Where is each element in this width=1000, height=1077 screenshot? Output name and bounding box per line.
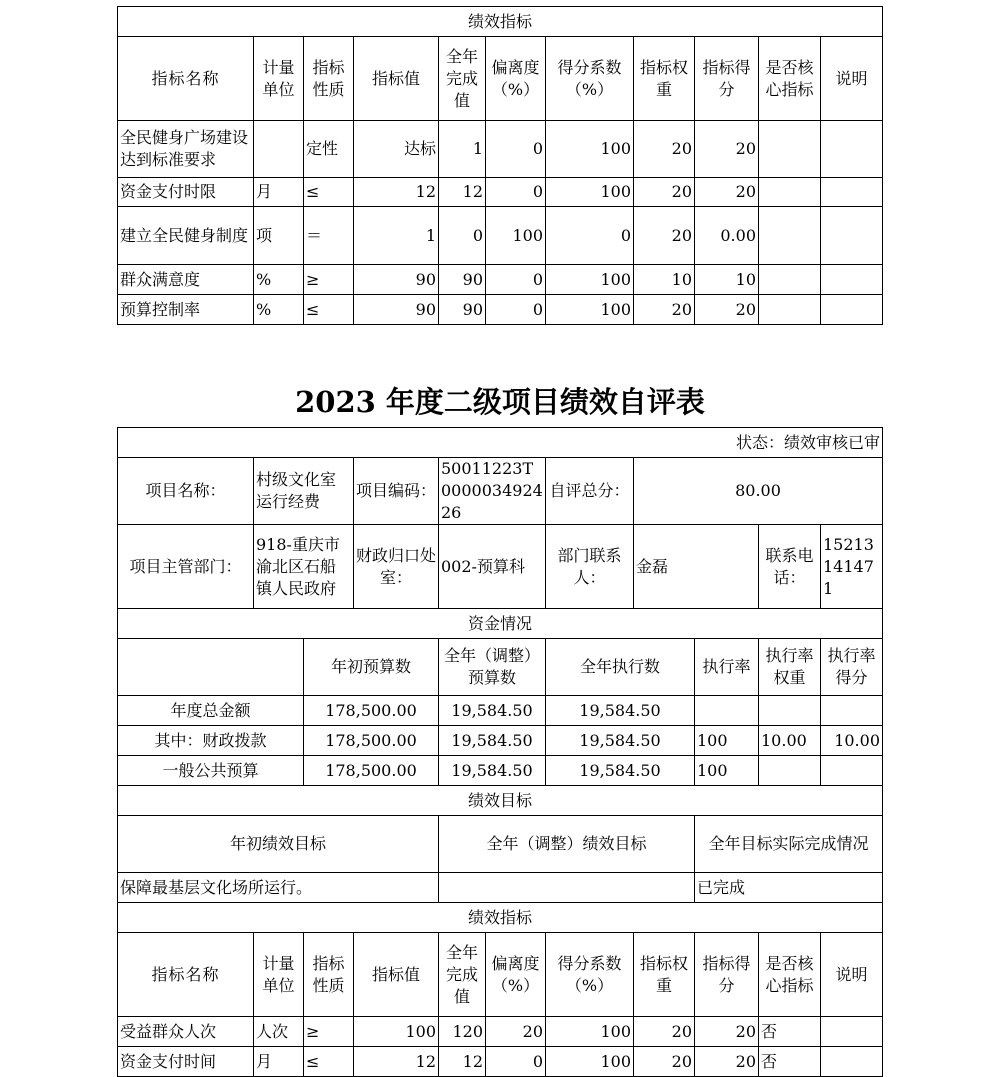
core-flag: 否 bbox=[759, 1017, 821, 1047]
deviation: 20 bbox=[486, 1017, 546, 1047]
header-cell: 指标得分 bbox=[695, 933, 759, 1017]
header-cell: 偏离度（%） bbox=[486, 933, 546, 1017]
header-cell: 指标名称 bbox=[118, 37, 254, 121]
goal-completion: 已完成 bbox=[695, 873, 883, 903]
header-cell: 全年（调整）绩效目标 bbox=[439, 816, 695, 873]
top-indicator-table bbox=[117, 6, 883, 325]
header-cell: 指标性质 bbox=[304, 37, 354, 121]
header-cell: 计量单位 bbox=[254, 933, 304, 1017]
project-dept-row bbox=[118, 525, 883, 609]
core-flag bbox=[759, 265, 821, 295]
table-row bbox=[118, 1017, 883, 1047]
phone-label: 联系电话： bbox=[759, 525, 821, 609]
score-coefficient: 100 bbox=[546, 1017, 634, 1047]
rate-score bbox=[821, 756, 883, 786]
weight: 20 bbox=[634, 207, 695, 265]
core-flag bbox=[759, 207, 821, 265]
weight: 20 bbox=[634, 178, 695, 207]
initial-budget: 178,500.00 bbox=[304, 756, 439, 786]
initial-goal: 保障最基层文化场所运行。 bbox=[118, 873, 439, 903]
nature: ≤ bbox=[304, 295, 354, 325]
target-value: 1 bbox=[354, 207, 439, 265]
core-flag bbox=[759, 178, 821, 207]
indicator-name: 建立全民健身制度 bbox=[118, 207, 254, 265]
header-cell: 年初绩效目标 bbox=[118, 816, 439, 873]
funds-header-row bbox=[118, 639, 883, 696]
table-row bbox=[118, 121, 883, 178]
score: 20 bbox=[695, 1047, 759, 1077]
score-coefficient: 100 bbox=[546, 178, 634, 207]
core-flag bbox=[759, 295, 821, 325]
header-cell: 全年执行数 bbox=[546, 639, 695, 696]
actual-value: 0 bbox=[439, 207, 486, 265]
weight: 20 bbox=[634, 295, 695, 325]
weight: 20 bbox=[634, 1017, 695, 1047]
header-cell: 指标名称 bbox=[118, 933, 254, 1017]
nature: ≤ bbox=[304, 1047, 354, 1077]
target-value: 90 bbox=[354, 295, 439, 325]
table-row bbox=[118, 178, 883, 207]
fund-label: 一般公共预算 bbox=[118, 756, 304, 786]
target-value: 12 bbox=[354, 1047, 439, 1077]
indicator-name: 全民健身广场建设达到标准要求 bbox=[118, 121, 254, 178]
actual-value: 12 bbox=[439, 1047, 486, 1077]
deviation: 0 bbox=[486, 178, 546, 207]
header-cell: 说明 bbox=[821, 933, 883, 1017]
header-cell: 全年完成值 bbox=[439, 933, 486, 1017]
finance-label: 财政归口处室： bbox=[354, 525, 439, 609]
indicator-name: 受益群众人次 bbox=[118, 1017, 254, 1047]
header-cell: 执行率得分 bbox=[821, 639, 883, 696]
header-cell: 指标得分 bbox=[695, 37, 759, 121]
deviation: 0 bbox=[486, 1047, 546, 1077]
nature: ＝ bbox=[304, 207, 354, 265]
header-cell: 偏离度（%） bbox=[486, 37, 546, 121]
note bbox=[821, 178, 883, 207]
project-name-value: 村级文化室运行经费 bbox=[254, 458, 354, 525]
status-text: 状态：绩效审核已审 bbox=[118, 428, 883, 458]
header-cell: 指标值 bbox=[354, 37, 439, 121]
nature: ≥ bbox=[304, 1017, 354, 1047]
table-row bbox=[118, 295, 883, 325]
header-cell: 执行率 bbox=[695, 639, 759, 696]
actual-value: 90 bbox=[439, 295, 486, 325]
score-coefficient: 100 bbox=[546, 121, 634, 178]
funds-section-title: 资金情况 bbox=[118, 609, 883, 639]
rate-weight bbox=[759, 756, 821, 786]
adjusted-goal bbox=[439, 873, 695, 903]
header-cell: 全年目标实际完成情况 bbox=[695, 816, 883, 873]
adjusted-budget: 19,584.50 bbox=[439, 726, 546, 756]
header-cell: 指标值 bbox=[354, 933, 439, 1017]
header-cell: 得分系数（%） bbox=[546, 933, 634, 1017]
rate-score: 10.00 bbox=[821, 726, 883, 756]
table-row bbox=[118, 696, 883, 726]
deviation: 100 bbox=[486, 207, 546, 265]
header-cell: 是否核心指标 bbox=[759, 37, 821, 121]
adjusted-budget: 19,584.50 bbox=[439, 756, 546, 786]
unit: % bbox=[254, 265, 304, 295]
indicator-name: 资金支付时间 bbox=[118, 1047, 254, 1077]
initial-budget: 178,500.00 bbox=[304, 726, 439, 756]
rate-score bbox=[821, 696, 883, 726]
weight: 10 bbox=[634, 265, 695, 295]
score-coefficient: 100 bbox=[546, 265, 634, 295]
score: 10 bbox=[695, 265, 759, 295]
dept-label: 项目主管部门： bbox=[118, 525, 254, 609]
indicator-name: 预算控制率 bbox=[118, 295, 254, 325]
header-cell: 指标权重 bbox=[634, 37, 695, 121]
rate-weight bbox=[759, 696, 821, 726]
contact-value: 金磊 bbox=[634, 525, 759, 609]
unit: 月 bbox=[254, 178, 304, 207]
execution-rate bbox=[695, 696, 759, 726]
unit: 项 bbox=[254, 207, 304, 265]
indicators-section-title: 绩效指标 bbox=[118, 903, 883, 933]
execution-rate: 100 bbox=[695, 726, 759, 756]
report-title: 2023 年度二级项目绩效自评表 bbox=[295, 385, 705, 419]
finance-value: 002-预算科 bbox=[439, 525, 546, 609]
header-cell bbox=[118, 639, 304, 696]
header-cell: 全年完成值 bbox=[439, 37, 486, 121]
weight: 20 bbox=[634, 1047, 695, 1077]
adjusted-budget: 19,584.50 bbox=[439, 696, 546, 726]
score-coefficient: 100 bbox=[546, 295, 634, 325]
note bbox=[821, 265, 883, 295]
target-value: 90 bbox=[354, 265, 439, 295]
self-evaluation-table bbox=[117, 427, 883, 1077]
note bbox=[821, 1047, 883, 1077]
header-cell: 全年（调整）预算数 bbox=[439, 639, 546, 696]
executed-amount: 19,584.50 bbox=[546, 756, 695, 786]
note bbox=[821, 295, 883, 325]
fund-label: 年度总金额 bbox=[118, 696, 304, 726]
note bbox=[821, 207, 883, 265]
executed-amount: 19,584.50 bbox=[546, 726, 695, 756]
unit: 月 bbox=[254, 1047, 304, 1077]
unit: 人次 bbox=[254, 1017, 304, 1047]
header-cell: 是否核心指标 bbox=[759, 933, 821, 1017]
score: 0.00 bbox=[695, 207, 759, 265]
score-coefficient: 100 bbox=[546, 1047, 634, 1077]
header-cell: 执行率权重 bbox=[759, 639, 821, 696]
deviation: 0 bbox=[486, 295, 546, 325]
nature: ≥ bbox=[304, 265, 354, 295]
header-cell: 计量单位 bbox=[254, 37, 304, 121]
indicators-header-row bbox=[118, 933, 883, 1017]
indicator-name: 资金支付时限 bbox=[118, 178, 254, 207]
score: 20 bbox=[695, 178, 759, 207]
actual-value: 120 bbox=[439, 1017, 486, 1047]
project-code-label: 项目编码： bbox=[354, 458, 439, 525]
target-value: 12 bbox=[354, 178, 439, 207]
unit bbox=[254, 121, 304, 178]
initial-budget: 178,500.00 bbox=[304, 696, 439, 726]
table-row bbox=[118, 265, 883, 295]
table-row bbox=[118, 756, 883, 786]
nature: ≤ bbox=[304, 178, 354, 207]
indicator-name: 群众满意度 bbox=[118, 265, 254, 295]
score: 20 bbox=[695, 295, 759, 325]
score: 20 bbox=[695, 1017, 759, 1047]
executed-amount: 19,584.50 bbox=[546, 696, 695, 726]
self-score-value: 80.00 bbox=[634, 458, 883, 525]
header-cell: 说明 bbox=[821, 37, 883, 121]
goals-section-title: 绩效目标 bbox=[118, 786, 883, 816]
deviation: 0 bbox=[486, 265, 546, 295]
core-flag: 否 bbox=[759, 1047, 821, 1077]
phone-value: 15213141471 bbox=[821, 525, 883, 609]
score: 20 bbox=[695, 121, 759, 178]
goals-header-row bbox=[118, 816, 883, 873]
table-row bbox=[118, 873, 883, 903]
nature: 定性 bbox=[304, 121, 354, 178]
target-value: 达标 bbox=[354, 121, 439, 178]
header-cell: 指标权重 bbox=[634, 933, 695, 1017]
core-flag bbox=[759, 121, 821, 178]
header-cell: 年初预算数 bbox=[304, 639, 439, 696]
dept-value: 918-重庆市渝北区石船镇人民政府 bbox=[254, 525, 354, 609]
table-row bbox=[118, 1047, 883, 1077]
header-cell: 得分系数（%） bbox=[546, 37, 634, 121]
weight: 20 bbox=[634, 121, 695, 178]
score-coefficient: 0 bbox=[546, 207, 634, 265]
note bbox=[821, 121, 883, 178]
note bbox=[821, 1017, 883, 1047]
fund-label: 其中：财政拨款 bbox=[118, 726, 304, 756]
unit: % bbox=[254, 295, 304, 325]
project-name-label: 项目名称： bbox=[118, 458, 254, 525]
actual-value: 1 bbox=[439, 121, 486, 178]
actual-value: 12 bbox=[439, 178, 486, 207]
table-row bbox=[118, 726, 883, 756]
actual-value: 90 bbox=[439, 265, 486, 295]
rate-weight: 10.00 bbox=[759, 726, 821, 756]
table-row bbox=[118, 207, 883, 265]
self-score-label: 自评总分： bbox=[546, 458, 634, 525]
section-title: 绩效指标 bbox=[118, 7, 883, 37]
project-info-row bbox=[118, 458, 883, 525]
deviation: 0 bbox=[486, 121, 546, 178]
contact-label: 部门联系人： bbox=[546, 525, 634, 609]
target-value: 100 bbox=[354, 1017, 439, 1047]
execution-rate: 100 bbox=[695, 756, 759, 786]
project-code-value: 50011223T000003492426 bbox=[439, 458, 546, 525]
header-cell: 指标性质 bbox=[304, 933, 354, 1017]
